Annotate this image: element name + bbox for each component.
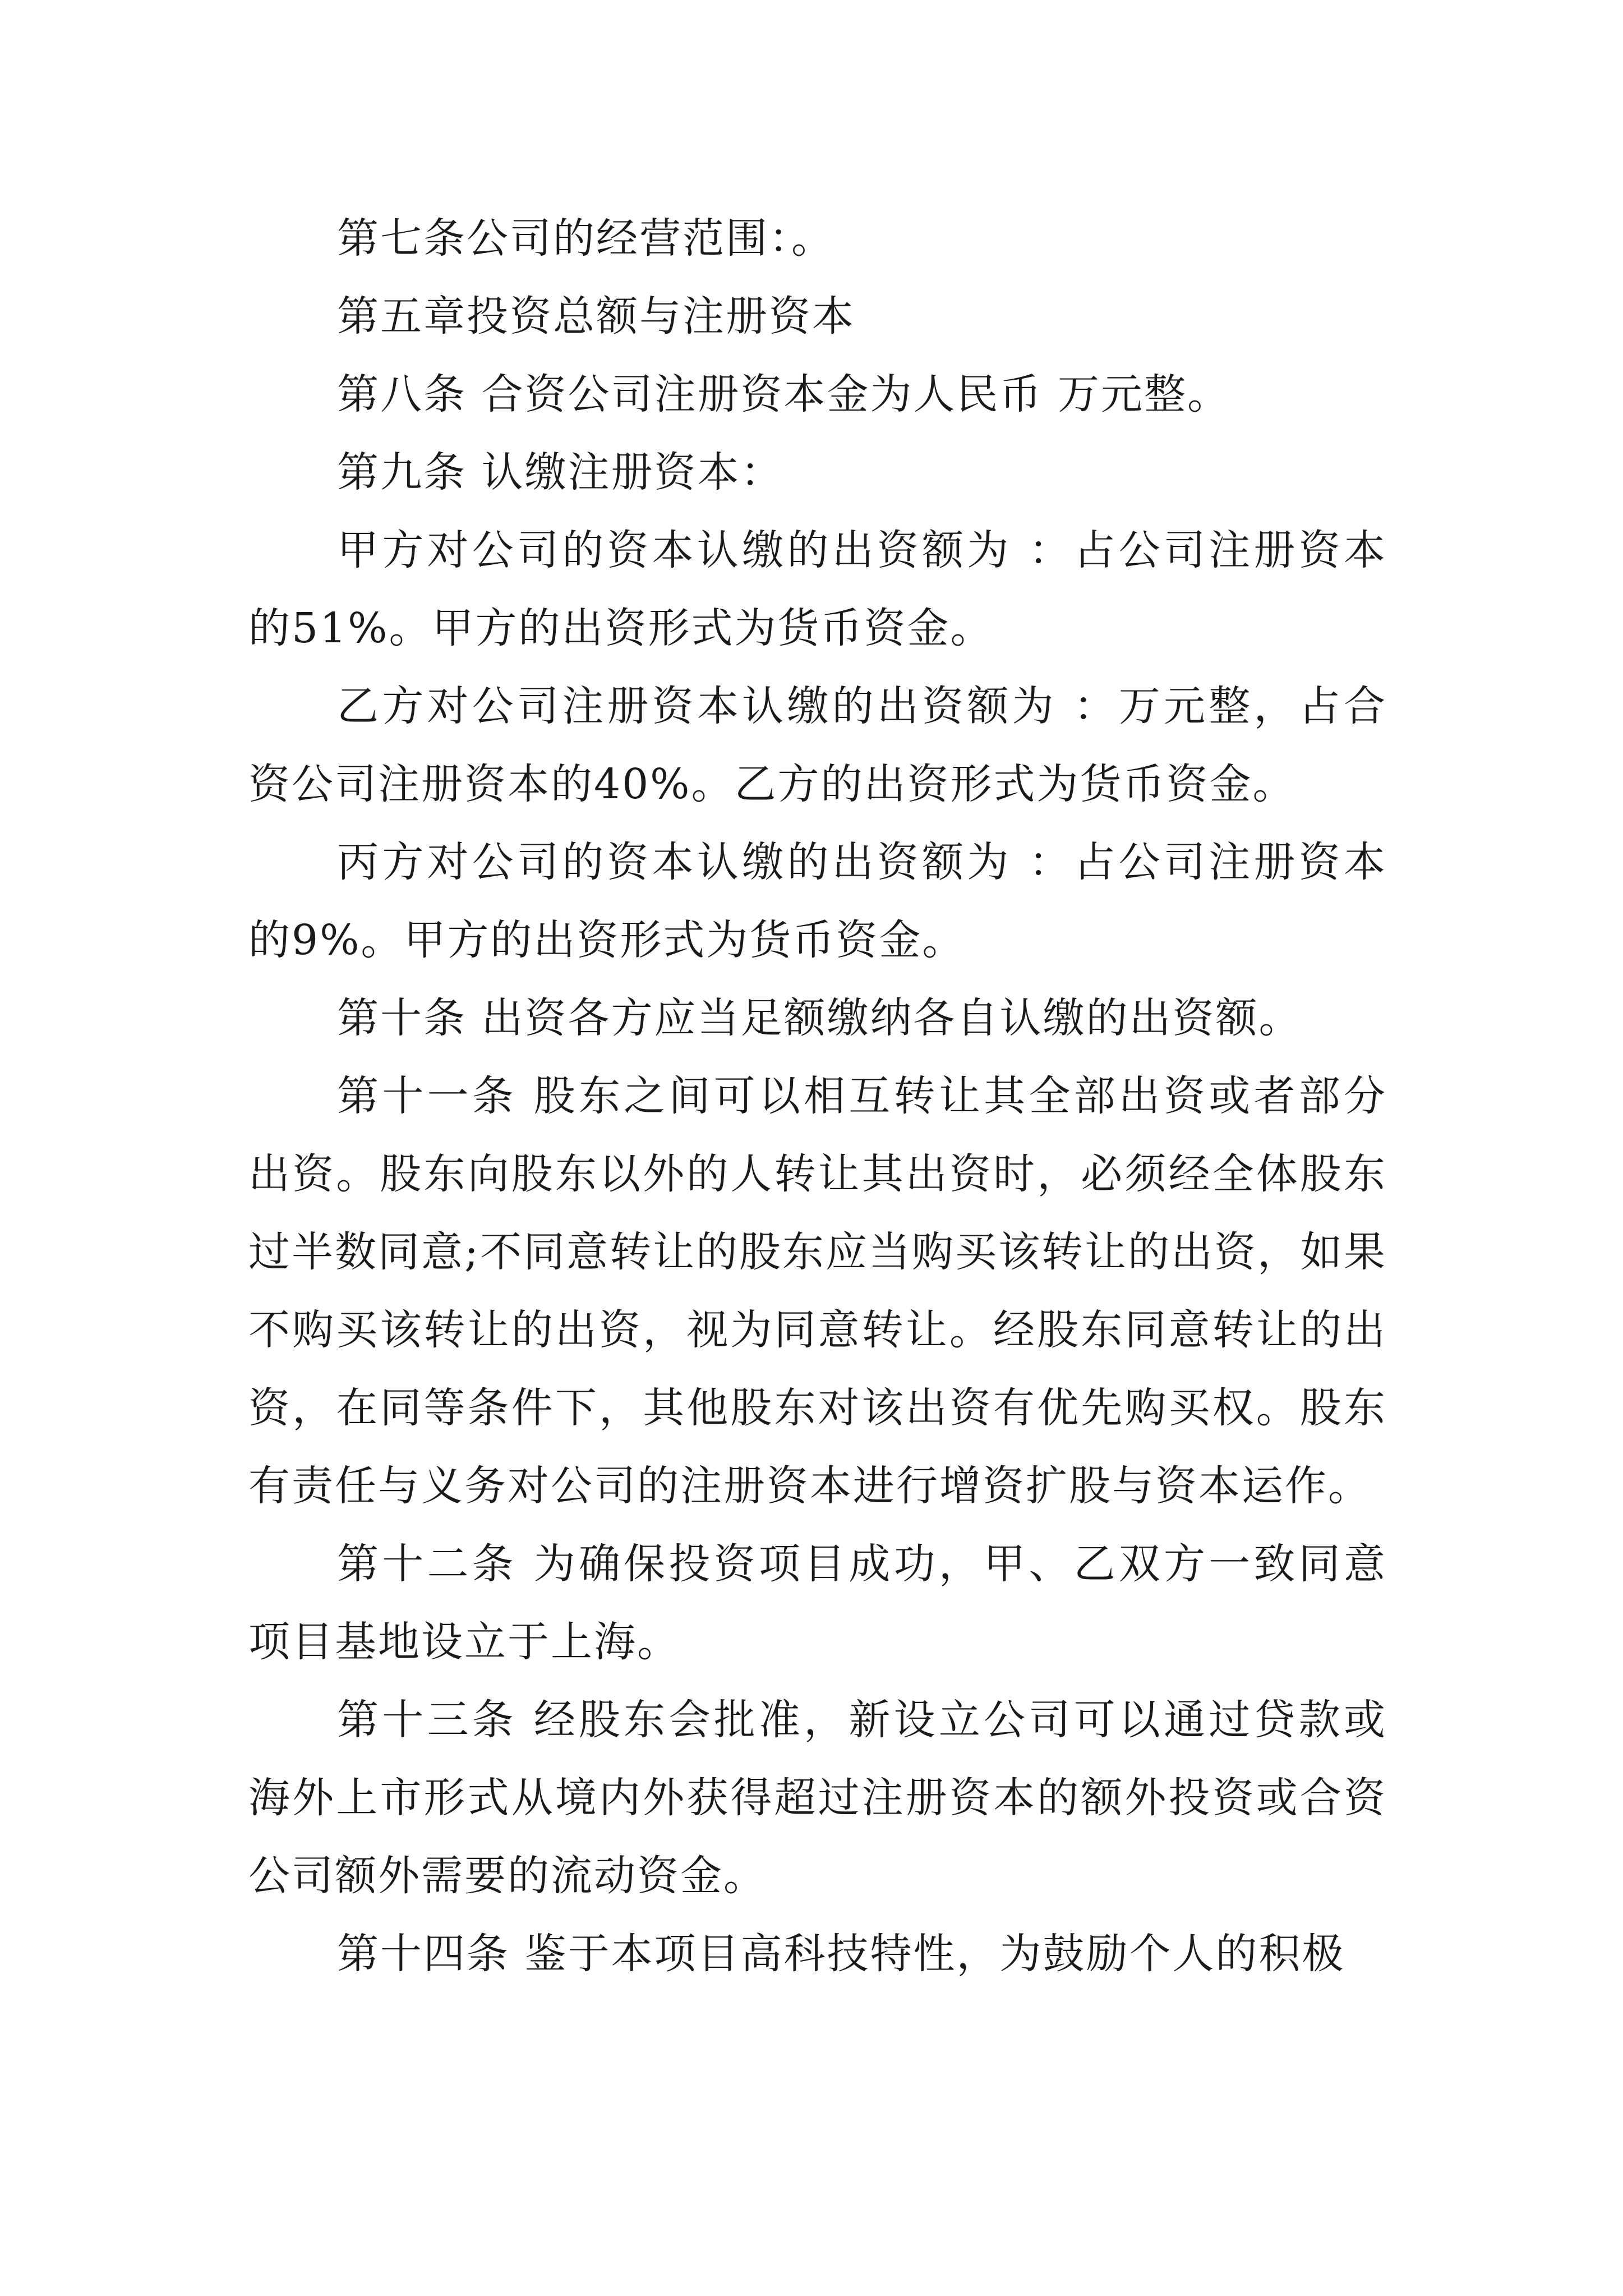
article-9-paragraph: 第九条 认缴注册资本： (337, 448, 784, 496)
party-b-contribution-paragraph: 乙方对公司注册资本认缴的出资额为 ：万元整，占合资公司注册资本的40%。乙方的出资形式为货币资金。 (248, 682, 1387, 808)
article-8-paragraph: 第八条 合资公司注册资本金为人民币 万元整。 (337, 370, 1231, 418)
chapter-5-heading: 第五章投资总额与注册资本 (337, 292, 855, 341)
party-a-contribution-paragraph: 甲方对公司的资本认缴的出资额为 ：占公司注册资本的51%。甲方的出资形式为货币资金。 (248, 526, 1387, 652)
article-14-paragraph: 第十四条 鉴于本项目高科技特性，为鼓励个人的积极 (337, 1930, 1345, 1978)
article-12-paragraph: 第十二条 为确保投资项目成功，甲、乙双方一致同意项目基地设立于上海。 (248, 1540, 1387, 1666)
party-c-contribution-paragraph: 丙方对公司的资本认缴的出资额为 ：占公司注册资本的9%。甲方的出资形式为货币资金。 (248, 838, 1387, 964)
article-13-paragraph: 第十三条 经股东会批准，新设立公司可以通过贷款或海外上市形式从境内外获得超过注册资本的额外投资或合资公司额外需要的流动资金。 (248, 1696, 1387, 1900)
article-10-paragraph: 第十条 出资各方应当足额缴纳各自认缴的出资额。 (337, 994, 1302, 1042)
article-7-paragraph: 第七条公司的经营范围：。 (337, 214, 834, 263)
document-body (248, 200, 1387, 1993)
article-11-paragraph: 第十一条 股东之间可以相互转让其全部出资或者部分出资。股东向股东以外的人转让其出资时，必须经全体股东过半数同意;不同意转让的股东应当购买该转让的出资，如果不购买该转让的出资，视为同意转让。经股东同意转让的出资，在同等条件下，其他股东对该出资有优先购买权。股东有责任与义务对公司的注册资本进行增资扩股与资本运作。 (248, 1072, 1387, 1510)
